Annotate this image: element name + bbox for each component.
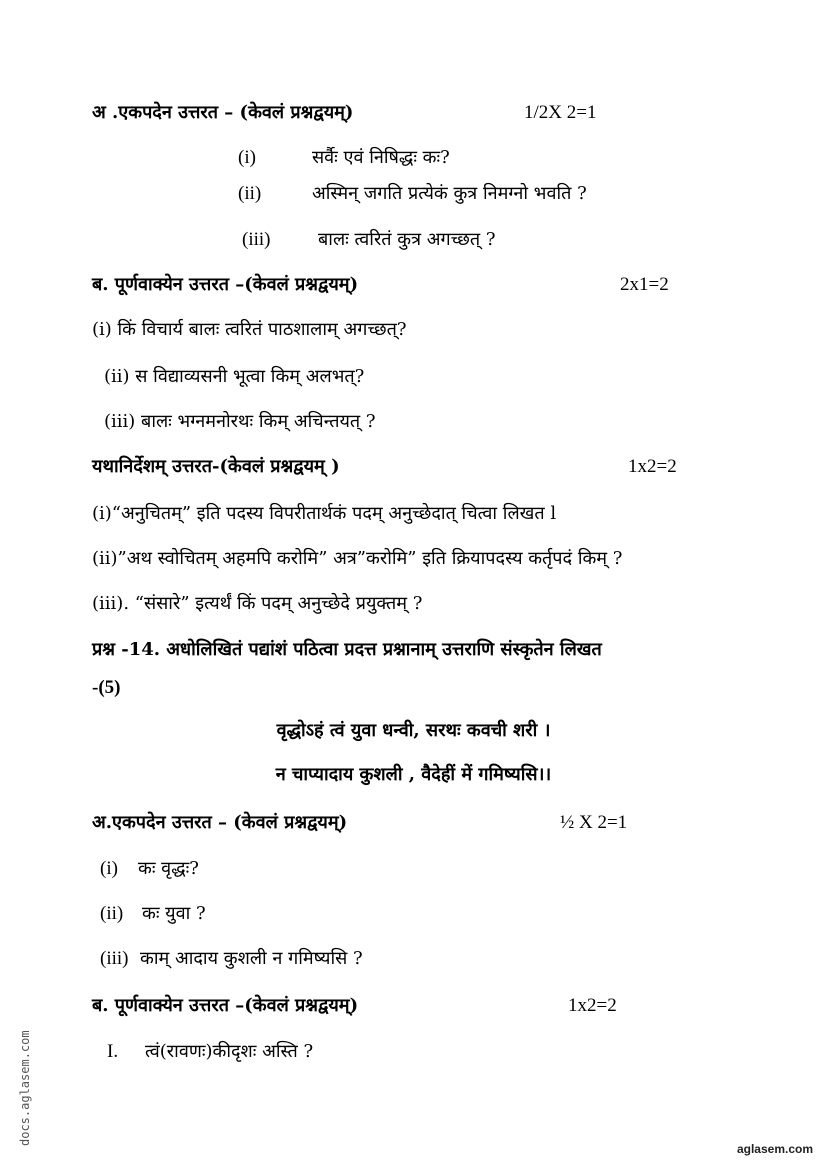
section-heading: यथानिर्देशम् उत्तरत-(केवलं प्रश्नद्वयम् ) (92, 456, 340, 477)
marks: -(5) (92, 677, 121, 698)
marks: ½ X 2=1 (560, 812, 628, 833)
question: (iii). “संसारे” इत्यर्थं किं पदम् अनुच्छेदे प्रयुक्तम् ? (92, 593, 423, 614)
question: (i)“अनुचितम्” इति पदस्य विपरीतार्थकं पदम् अनुच्छेदात् चित्वा लिखत l (92, 503, 557, 524)
question: (i) किं विचार्य बालः त्वरितं पाठशालाम् अगच्छत्? (92, 319, 407, 340)
verse-line: वृद्धोऽहं त्वं युवा धन्वी, सरथः कवची शरी । (276, 720, 551, 741)
marks: 2x1=2 (620, 274, 669, 295)
question: (iii) बालः भग्नमनोरथः किम् अचिन्तयत् ? (104, 411, 376, 432)
question: कः वृद्धः? (138, 858, 199, 879)
question: (ii) स विद्याव्यसनी भूत्वा किम् अलभत्? (104, 366, 365, 387)
verse-line: न चाप्यादाय कुशली , वैदेहीं में गमिष्यसि।। (275, 764, 552, 785)
item-number: (iii) (100, 948, 129, 969)
item-number: (ii) (238, 183, 262, 204)
question: सर्वैः एवं निषिद्धः कः? (312, 147, 450, 168)
section-heading: ब. पूर्णवाक्येन उत्तरत –(केवलं प्रश्नद्वयम्) (92, 995, 359, 1016)
question: काम् आदाय कुशली न गमिष्यसि ? (140, 948, 363, 969)
marks: 1x2=2 (568, 995, 617, 1016)
marks: 1/2X 2=1 (524, 102, 597, 123)
section-heading: अ .एकपदेन उत्तरत – (केवलं प्रश्नद्वयम्) (92, 102, 354, 123)
question: त्वं(रावणः)कीदृशः अस्ति ? (145, 1041, 314, 1062)
footer-brand: aglasem.com (736, 1142, 813, 1156)
question: अस्मिन् जगति प्रत्येकं कुत्र निमग्नो भवति ? (312, 183, 587, 204)
question: बालः त्वरितं कुत्र अगच्छत् ? (318, 229, 496, 250)
item-number: I. (107, 1041, 119, 1062)
question: कः युवा ? (142, 903, 206, 924)
item-number: (i) (238, 147, 256, 168)
item-number: (iii) (242, 229, 271, 250)
section-heading: अ.एकपदेन उत्तरत – (केवलं प्रश्नद्वयम्) (92, 812, 348, 833)
item-number: (ii) (100, 903, 124, 924)
marks: 1x2=2 (628, 456, 677, 477)
item-number: (i) (100, 858, 118, 879)
question-title: प्रश्न -14. अधोलिखितं पद्यांशं पठित्वा प्रदत्त प्रश्नानाम् उत्तराणि संस्कृतेन लिखत (92, 639, 602, 660)
question: (ii)”अथ स्वोचितम् अहमपि करोमि” अत्र”करोमि” इति क्रियापदस्य कर्तृपदं किम् ? (92, 548, 623, 569)
section-heading: ब. पूर्णवाक्येन उत्तरत –(केवलं प्रश्नद्वयम्) (92, 274, 359, 295)
watermark: docs.aglasem.com (18, 1030, 32, 1146)
